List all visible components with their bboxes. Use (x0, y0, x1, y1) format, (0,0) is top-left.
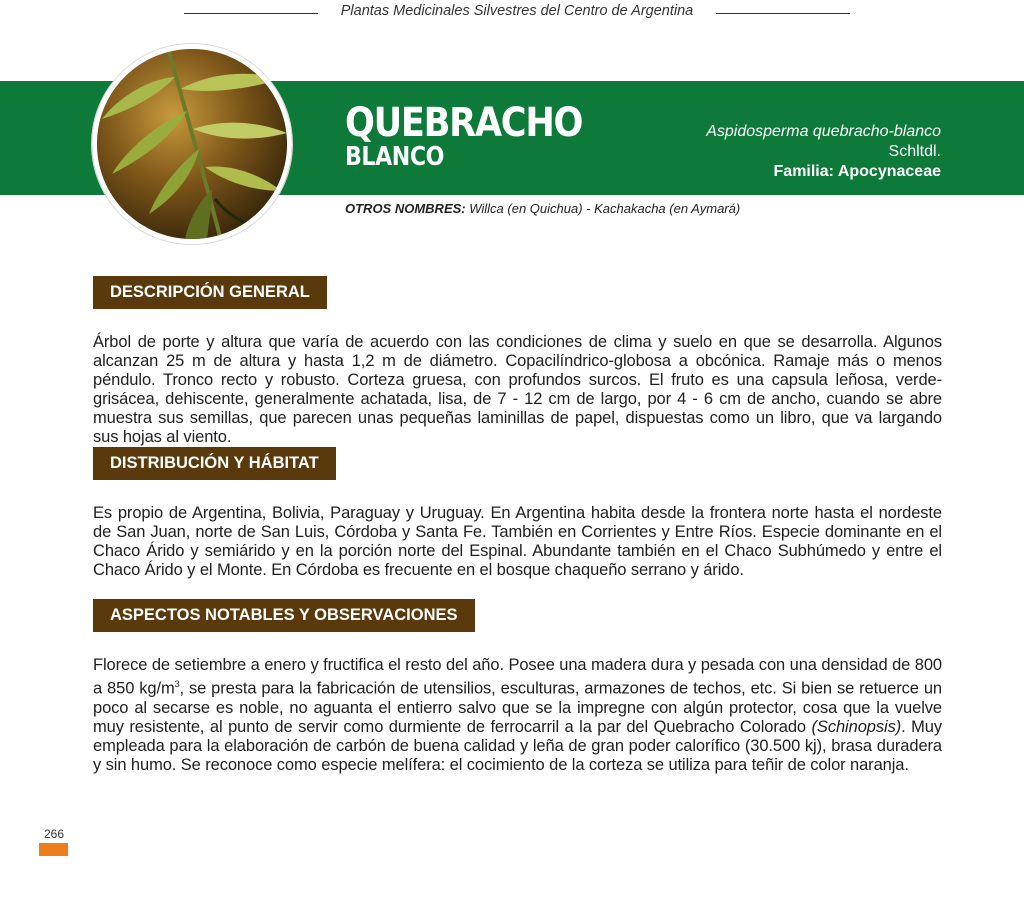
leaf-illustration (97, 49, 287, 239)
page-number: 266 (44, 827, 65, 841)
section-heading-distribution: DISTRIBUCIÓN Y HÁBITAT (93, 447, 336, 480)
section-heading-observations: ASPECTOS NOTABLES Y OBSERVACIONES (93, 599, 475, 632)
observations-text-3: . Muy empleada para la elaboración de carbón de buena calidad y leña de gran poder calorífico (30.500 kj), brasa duradera y sin humo. Se reconoce como especie melífera: el cocimiento de la corteza se utiliza para teñir de color naranja. (93, 717, 942, 774)
other-names (345, 201, 740, 216)
section-body-description: Árbol de porte y altura que varía de acuerdo con las condiciones de clima y suelo en que se desarrolla. Algunos alcanzan 25 m de altura y hasta 1,2 m de diámetro. Copacilíndrico-globosa a obcónica. Ramaje más o menos péndulo. Tronco recto y robusto. Corteza gruesa, con profundos surcos. El fruto es una capsula leñosa, verde-grisácea, dehiscente, generalmente achatada, lisa, de 7 - 12 cm de largo, por 4 - 6 cm de ancho, cuando se abre muestra sus semillas, que parecen unas pequeñas laminillas de papel, dispuestas como un libro, que va largando sus hojas al viento. (93, 333, 942, 446)
running-header (0, 3, 1024, 23)
scientific-info (641, 122, 941, 182)
plant-family: Familia: Apocynaceae (773, 163, 941, 180)
other-names-value: Willca (en Quichua) - Kachakacha (en Aymará) (465, 201, 741, 216)
section-body-distribution: Es propio de Argentina, Bolivia, Paraguay y Uruguay. En Argentina habita desde la frontera norte hasta el nordeste de San Juan, norte de San Luis, Córdoba y Santa Fe. También en Corrientes y Entre Ríos. Especie dominante en el Chaco Árido y semiárido y en la porción norte del Espinal. Abundante también en el Chaco Subhúmedo y entre el Chaco Árido y el Monte. En Córdoba es frecuente en el bosque chaqueño serrano y árido. (93, 504, 942, 579)
scientific-name: Aspidosperma quebracho-blanco (706, 123, 941, 140)
observations-text-2: , se presta para la fabricación de utensilios, esculturas, armazones de techos, etc. Si bien se retuerce un poco al secarse es noble, no aguanta el entierro salvo que se la impregne con algún protector, cosa que la vuelve muy resistente, al punto de servir como durmiente de ferrocarril a la par del Quebracho Colorado (93, 679, 942, 736)
plant-subtitle: BLANCO (345, 142, 444, 172)
header-rule-left (184, 13, 318, 14)
observations-italic: (Schinopsis) (811, 717, 902, 736)
scientific-author: Schltdl. (888, 143, 941, 160)
section-body-observations (93, 656, 942, 775)
observations-superscript: 3 (174, 679, 180, 689)
header-rule-right (716, 13, 850, 14)
observations-text-1: Florece de setiembre a enero y fructifica el resto del año. Posee una madera dura y pesada con una densidad de 800 a 850 kg/m (93, 656, 942, 698)
running-header-text: Plantas Medicinales Silvestres del Centro de Argentina (340, 3, 694, 19)
section-heading-description: DESCRIPCIÓN GENERAL (93, 276, 327, 309)
plant-title: QUEBRACHO (345, 100, 583, 146)
plant-photo (92, 44, 292, 244)
other-names-label: OTROS NOMBRES: (345, 201, 466, 216)
page-tab (39, 843, 68, 856)
